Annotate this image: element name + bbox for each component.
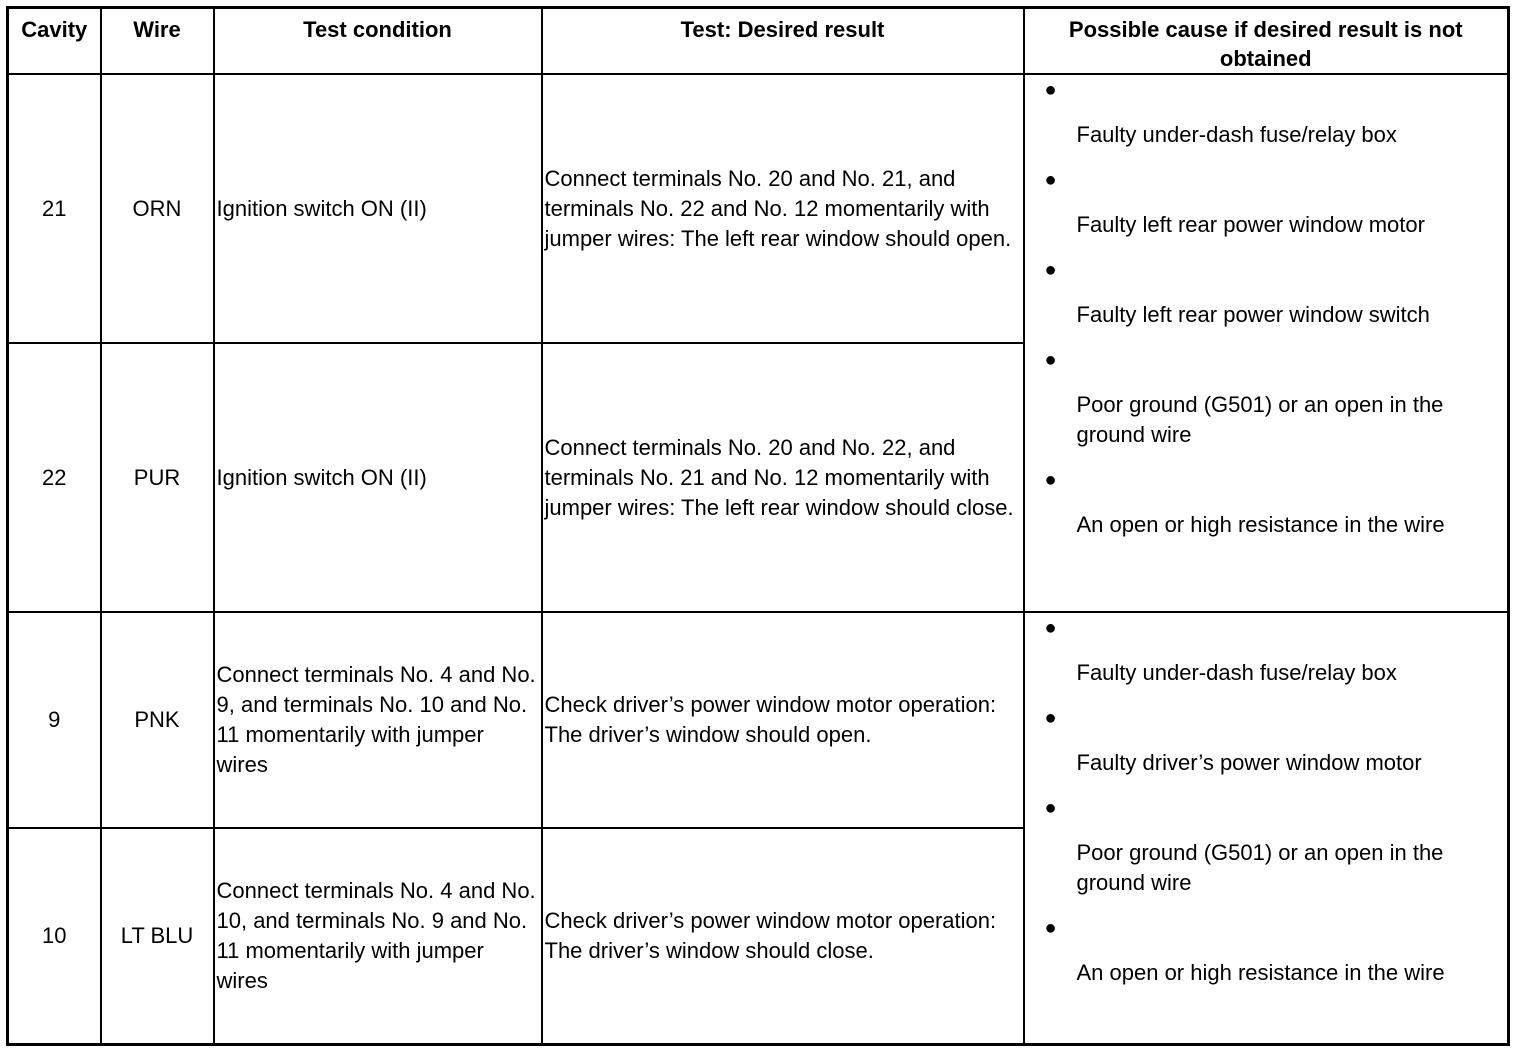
desired-result-cell: Connect terminals No. 20 and No. 22, and terminals No. 21 and No. 12 momentarily with jumper wires: The left rear window should close. (542, 343, 1024, 612)
header-wire: Wire (101, 8, 214, 75)
possible-cause-cell (1024, 74, 1509, 612)
bullet-icon: ● (1044, 917, 1057, 939)
cause-text: Faulty under-dash fuse/relay box (1076, 122, 1397, 147)
bullet-icon: ● (1044, 617, 1057, 639)
cavity-cell: 10 (8, 828, 101, 1044)
table-row (8, 612, 1509, 828)
bullet-icon: ● (1044, 469, 1057, 491)
test-condition-cell: Connect terminals No. 4 and No. 9, and terminals No. 10 and No. 11 momentarily with jumper wires (214, 612, 542, 828)
list-item (1025, 345, 1508, 450)
list-item (1025, 465, 1508, 540)
list-item (1025, 703, 1508, 778)
cause-text: An open or high resistance in the wire (1076, 960, 1445, 985)
header-possible-cause: Possible cause if desired result is not obtained (1024, 8, 1509, 75)
cause-list (1025, 75, 1508, 540)
table-row (8, 74, 1509, 343)
test-condition-cell: Ignition switch ON (II) (214, 74, 542, 343)
wire-cell: LT BLU (101, 828, 214, 1044)
desired-result-cell: Check driver’s power window motor operation: The driver’s window should close. (542, 828, 1024, 1044)
cause-text: Faulty left rear power window switch (1076, 302, 1430, 327)
bullet-icon: ● (1044, 79, 1057, 101)
bullet-icon: ● (1044, 797, 1057, 819)
list-item (1025, 255, 1508, 330)
list-item (1025, 613, 1508, 688)
list-item (1025, 165, 1508, 240)
list-item (1025, 913, 1508, 988)
cause-text: Faulty left rear power window motor (1076, 212, 1425, 237)
wire-cell: PUR (101, 343, 214, 612)
cavity-cell: 9 (8, 612, 101, 828)
header-cavity: Cavity (8, 8, 101, 75)
list-item (1025, 793, 1508, 898)
bullet-icon: ● (1044, 349, 1057, 371)
cause-text: Faulty under-dash fuse/relay box (1076, 660, 1397, 685)
cause-text: Poor ground (G501) or an open in the ground wire (1076, 392, 1444, 447)
bullet-icon: ● (1044, 169, 1057, 191)
header-row (8, 8, 1509, 75)
wire-cell: PNK (101, 612, 214, 828)
header-desired-result: Test: Desired result (542, 8, 1024, 75)
test-condition-cell: Ignition switch ON (II) (214, 343, 542, 612)
cause-text: Poor ground (G501) or an open in the ground wire (1076, 840, 1444, 895)
wire-cell: ORN (101, 74, 214, 343)
desired-result-cell: Connect terminals No. 20 and No. 21, and terminals No. 22 and No. 12 momentarily with jumper wires: The left rear window should open. (542, 74, 1024, 343)
possible-cause-cell (1024, 612, 1509, 1044)
cavity-cell: 21 (8, 74, 101, 343)
bullet-icon: ● (1044, 259, 1057, 281)
cause-text: An open or high resistance in the wire (1076, 512, 1445, 537)
desired-result-cell: Check driver’s power window motor operation: The driver’s window should open. (542, 612, 1024, 828)
cavity-cell: 22 (8, 343, 101, 612)
cause-text: Faulty driver’s power window motor (1076, 750, 1422, 775)
cause-list (1025, 613, 1508, 988)
list-item (1025, 75, 1508, 150)
test-condition-cell: Connect terminals No. 4 and No. 10, and terminals No. 9 and No. 11 momentarily with jumper wires (214, 828, 542, 1044)
header-test-condition: Test condition (214, 8, 542, 75)
bullet-icon: ● (1044, 707, 1057, 729)
diagnostic-table (6, 6, 1510, 1046)
